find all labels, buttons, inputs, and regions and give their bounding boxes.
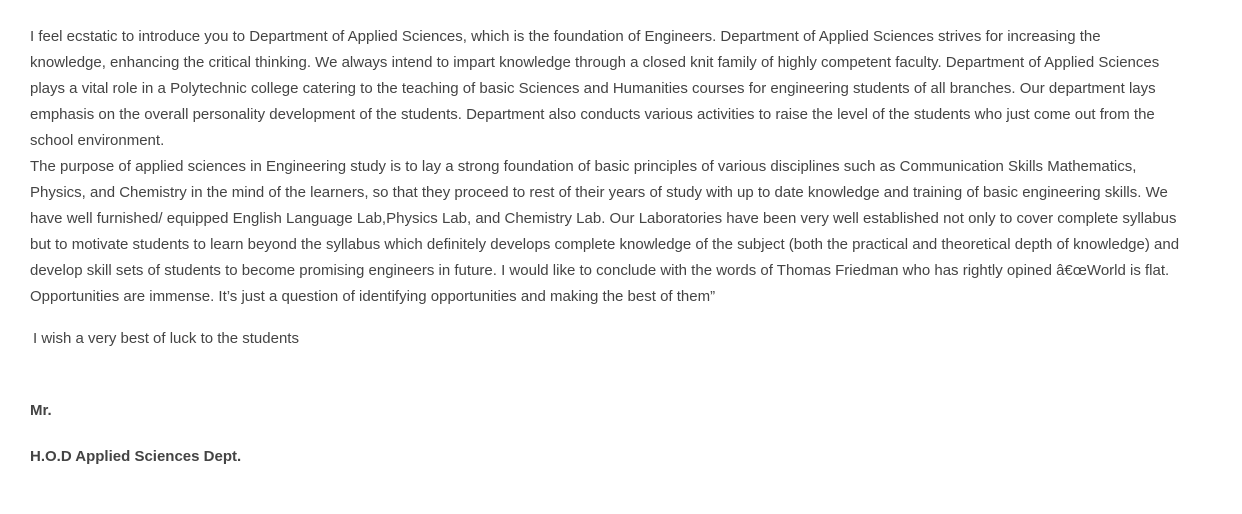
closing-line: I wish a very best of luck to the students (33, 330, 299, 347)
purpose-paragraph: The purpose of applied sciences in Engineering study is to lay a strong foundation of basic principles of various disciplines such as Communication Skills Mathematics, Physics, and Chemistry in the mind of the learners, so that they proceed to rest of their years of study with up to date knowledge and training of basic engineering skills. We have well furnished/ equipped English Language Lab,Physics Lab, and Chemistry Lab. Our Laboratories have been very well established not only to cover complete syllabus but to motivate students to learn beyond the syllabus which definitely develops complete knowledge of the subject (both the practical and theoretical depth of knowledge) and develop skill sets of students to become promising engineers in future. I would like to conclude with the words of Thomas Friedman who has rightly opined â€œWorld is flat. Opportunities are immense. It’s just a question of identifying opportunities and making the best of them” (30, 158, 1180, 305)
signature-title: H.O.D Applied Sciences Dept. (30, 448, 242, 465)
intro-paragraph: I feel ecstatic to introduce you to Department of Applied Sciences, which is the foundation of Engineers. Department of Applied Sciences strives for increasing the knowledge, enhancing the critical thinking. We always intend to impart knowledge through a closed knit family of highly competent faculty. Department of Applied Sciences plays a vital role in a Polytechnic college catering to the teaching of basic Sciences and Humanities courses for engineering students of all branches. Our department lays emphasis on the overall personality development of the students. Department also conducts various activities to raise the level of the students who just come out from the school environment. (30, 28, 1160, 149)
signature-name: Mr. (30, 402, 52, 419)
